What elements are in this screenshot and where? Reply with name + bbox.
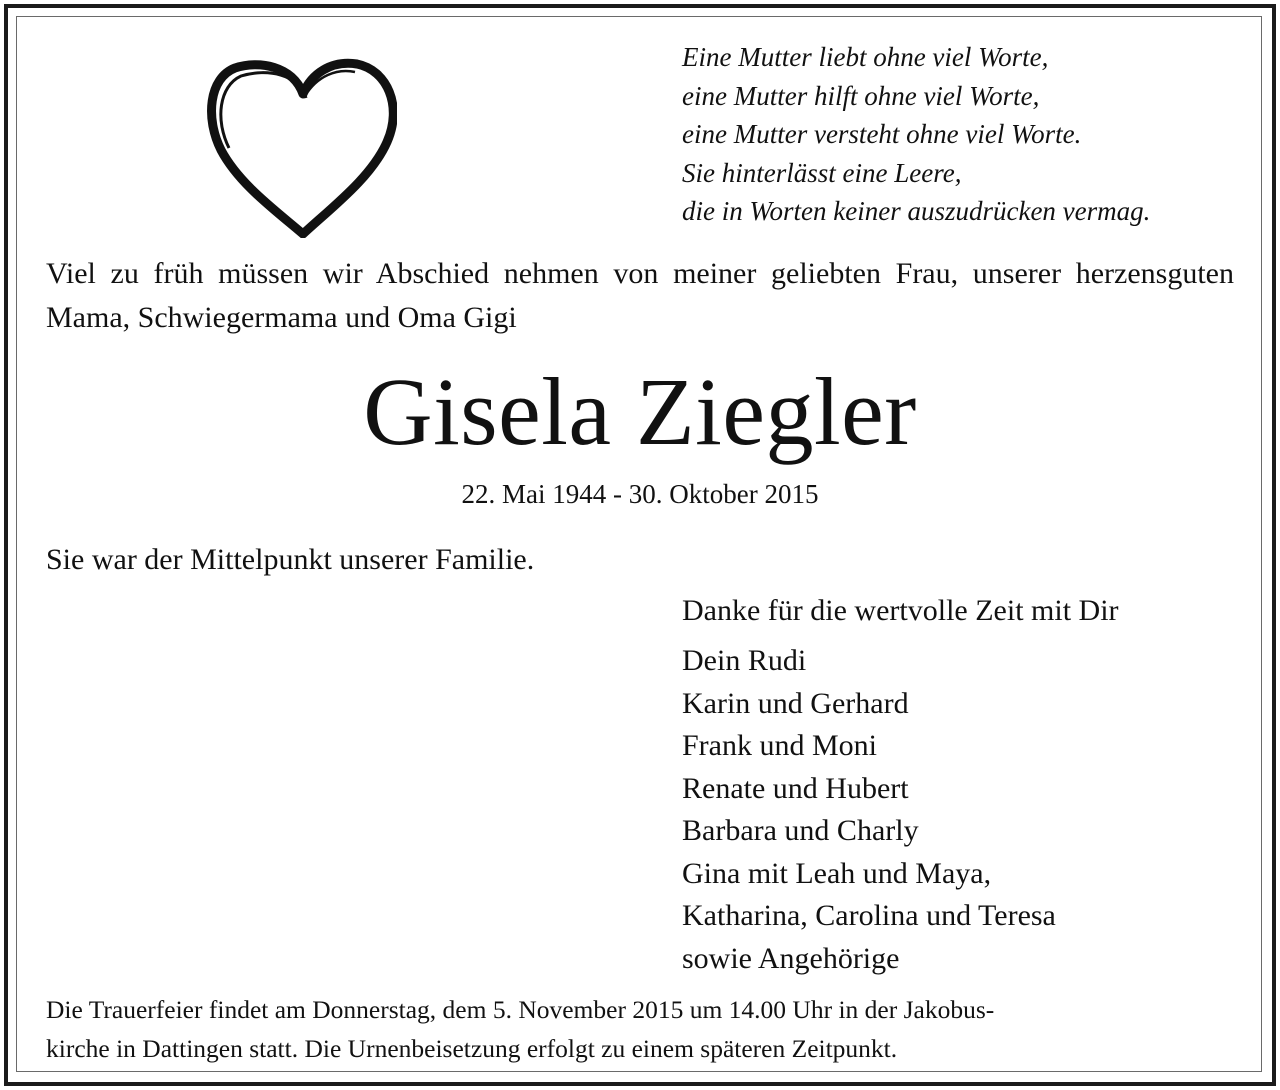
funeral-line: Die Trauerfeier findet am Donnerstag, dem 5. November 2015 um 14.00 Uhr in der Jakobus- xyxy=(46,995,995,1024)
signer: Dein Rudi xyxy=(682,644,807,677)
signer: sowie Angehörige xyxy=(682,941,900,975)
thanks-line: Danke für die wertvolle Zeit mit Dir xyxy=(682,594,1119,627)
intro-text: Viel zu früh müssen wir Abschied nehmen von meiner geliebten Frau, unserer herzensguten Mama, Schwiegermama und Oma Gigi xyxy=(46,257,1234,334)
signer: Karin und Gerhard xyxy=(682,686,909,720)
deceased-name: Gisela Ziegler xyxy=(363,358,917,465)
poem-line: Eine Mutter liebt ohne viel Worte, xyxy=(682,42,1049,72)
signers-list xyxy=(682,640,1056,980)
funeral-line: kirche in Dattingen statt. Die Urnenbeisetzung erfolgt zu einem späteren Zeitpunkt. xyxy=(46,1034,898,1063)
signer: Frank und Moni xyxy=(682,729,877,762)
signer: Katharina, Carolina und Teresa xyxy=(682,899,1056,932)
poem-line: eine Mutter versteht ohne viel Worte. xyxy=(682,119,1082,149)
heart-icon xyxy=(207,58,397,238)
poem-line: Sie hinterlässt eine Leere, xyxy=(682,157,962,188)
signer: Renate und Hubert xyxy=(682,771,909,805)
poem-line: eine Mutter hilft ohne viel Worte, xyxy=(682,80,1040,111)
signer: Gina mit Leah und Maya, xyxy=(682,856,992,890)
poem xyxy=(682,38,1252,231)
poem-line: die in Worten keiner auszudrücken vermag. xyxy=(682,196,1151,226)
funeral-notice xyxy=(46,990,1234,1068)
family-center-line: Sie war der Mittelpunkt unserer Familie. xyxy=(46,543,535,576)
signer: Barbara und Charly xyxy=(682,814,919,847)
life-dates: 22. Mai 1944 - 30. Oktober 2015 xyxy=(461,479,819,509)
